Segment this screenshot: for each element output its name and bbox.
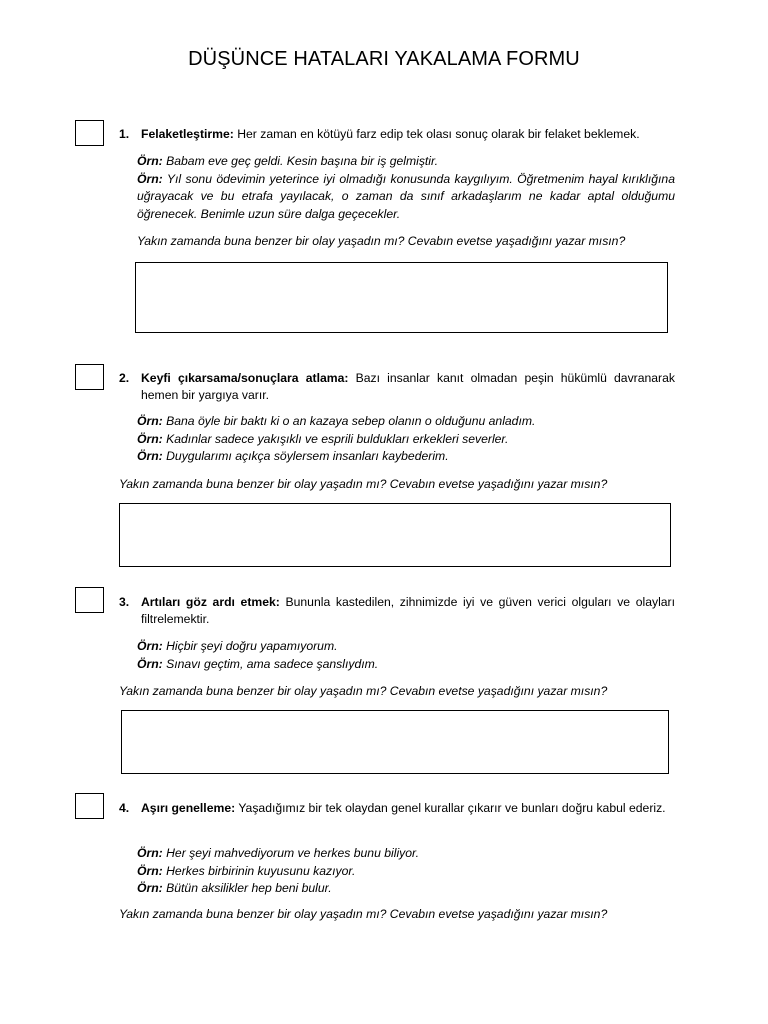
item-2-heading xyxy=(119,370,675,404)
item-4-number: 4. xyxy=(119,801,130,815)
item-1-question: Yakın zamanda buna benzer bir olay yaşadın mı? Cevabın evetse yaşadığını yazar mısın? xyxy=(137,234,626,248)
item-1-examples xyxy=(137,153,675,251)
item-4-description: Yaşadığımız bir tek olaydan genel kurallar çıkarır ve bunları doğru kabul ederiz. xyxy=(238,801,666,815)
item-3-answer-box[interactable] xyxy=(121,710,669,774)
item-1-label: Felaketleştirme: xyxy=(141,127,234,141)
item-1-heading xyxy=(119,126,675,143)
item-1-description: Her zaman en kötüyü farz edip tek olası sonuç olarak bir felaket beklemek. xyxy=(237,127,640,141)
item-4-examples xyxy=(137,845,675,898)
item-4-question: Yakın zamanda buna benzer bir olay yaşadın mı? Cevabın evetse yaşadığını yazar mısın? xyxy=(119,907,608,921)
item-2-examples xyxy=(137,413,675,466)
item-3-heading xyxy=(119,594,675,628)
item-2-checkbox[interactable] xyxy=(75,364,104,390)
item-1-checkbox[interactable] xyxy=(75,120,104,146)
item-1-answer-box[interactable] xyxy=(135,262,668,333)
example-line: Örn: Yıl sonu ödevimin yeterince iyi olmadığı konusunda kaygılıyım. Öğretmenim hayal kırıklığına uğrayacak ve bu etrafa yayılacak, o zaman da sınıf arkadaşlarım ne kadar aptal olduğumu öğrenecek. Benimle uzun süre dalga geçecekler. xyxy=(137,171,675,221)
example-line: Örn: Bana öyle bir baktı ki o an kazaya sebep olanın o olduğunu anladım. xyxy=(137,414,536,428)
example-line: Örn: Kadınlar sadece yakışıklı ve esprili buldukları erkekleri severler. xyxy=(137,431,509,446)
item-4-label: Aşırı genelleme: xyxy=(141,801,236,815)
item-3-label: Artıları göz ardı etmek: xyxy=(141,595,280,609)
example-line: Örn: Babam eve geç geldi. Kesin başına bir iş gelmiştir. xyxy=(137,154,438,168)
item-3-question: Yakın zamanda buna benzer bir olay yaşadın mı? Cevabın evetse yaşadığını yazar mısın? xyxy=(119,684,608,698)
item-4-heading xyxy=(119,800,675,817)
example-line: Örn: Hiçbir şeyi doğru yapamıyorum. xyxy=(137,639,338,653)
item-2-label: Keyfi çıkarsama/sonuçlara atlama: xyxy=(141,371,349,385)
example-line: Örn: Duygularımı açıkça söylersem insanları kaybederim. xyxy=(137,449,449,463)
item-2-description: Bazı insanlar kanıt olmadan peşin hükümlü davranarak hemen bir yargıya varır. xyxy=(141,371,675,402)
example-line: Örn: Bütün aksilikler hep beni bulur. xyxy=(137,881,332,895)
item-1-number: 1. xyxy=(119,127,130,141)
item-3-number: 3. xyxy=(119,595,130,609)
example-line: Örn: Herkes birbirinin kuyusunu kazıyor. xyxy=(137,863,356,878)
form-title: DÜŞÜNCE HATALARI YAKALAMA FORMU xyxy=(188,48,580,70)
example-line: Örn: Her şeyi mahvediyorum ve herkes bunu biliyor. xyxy=(137,846,420,860)
item-2-answer-box[interactable] xyxy=(119,503,671,567)
item-2-question: Yakın zamanda buna benzer bir olay yaşadın mı? Cevabın evetse yaşadığını yazar mısın? xyxy=(119,477,608,491)
item-4-checkbox[interactable] xyxy=(75,793,104,819)
item-2-number: 2. xyxy=(119,371,130,385)
item-3-examples xyxy=(137,638,675,673)
item-3-description: Bununla kastedilen, zihnimizde iyi ve güven verici olguları ve olayları filtrelemektir. xyxy=(141,595,676,626)
example-line: Örn: Sınavı geçtim, ama sadece şanslıydım. xyxy=(137,656,379,671)
item-3-checkbox[interactable] xyxy=(75,587,104,613)
